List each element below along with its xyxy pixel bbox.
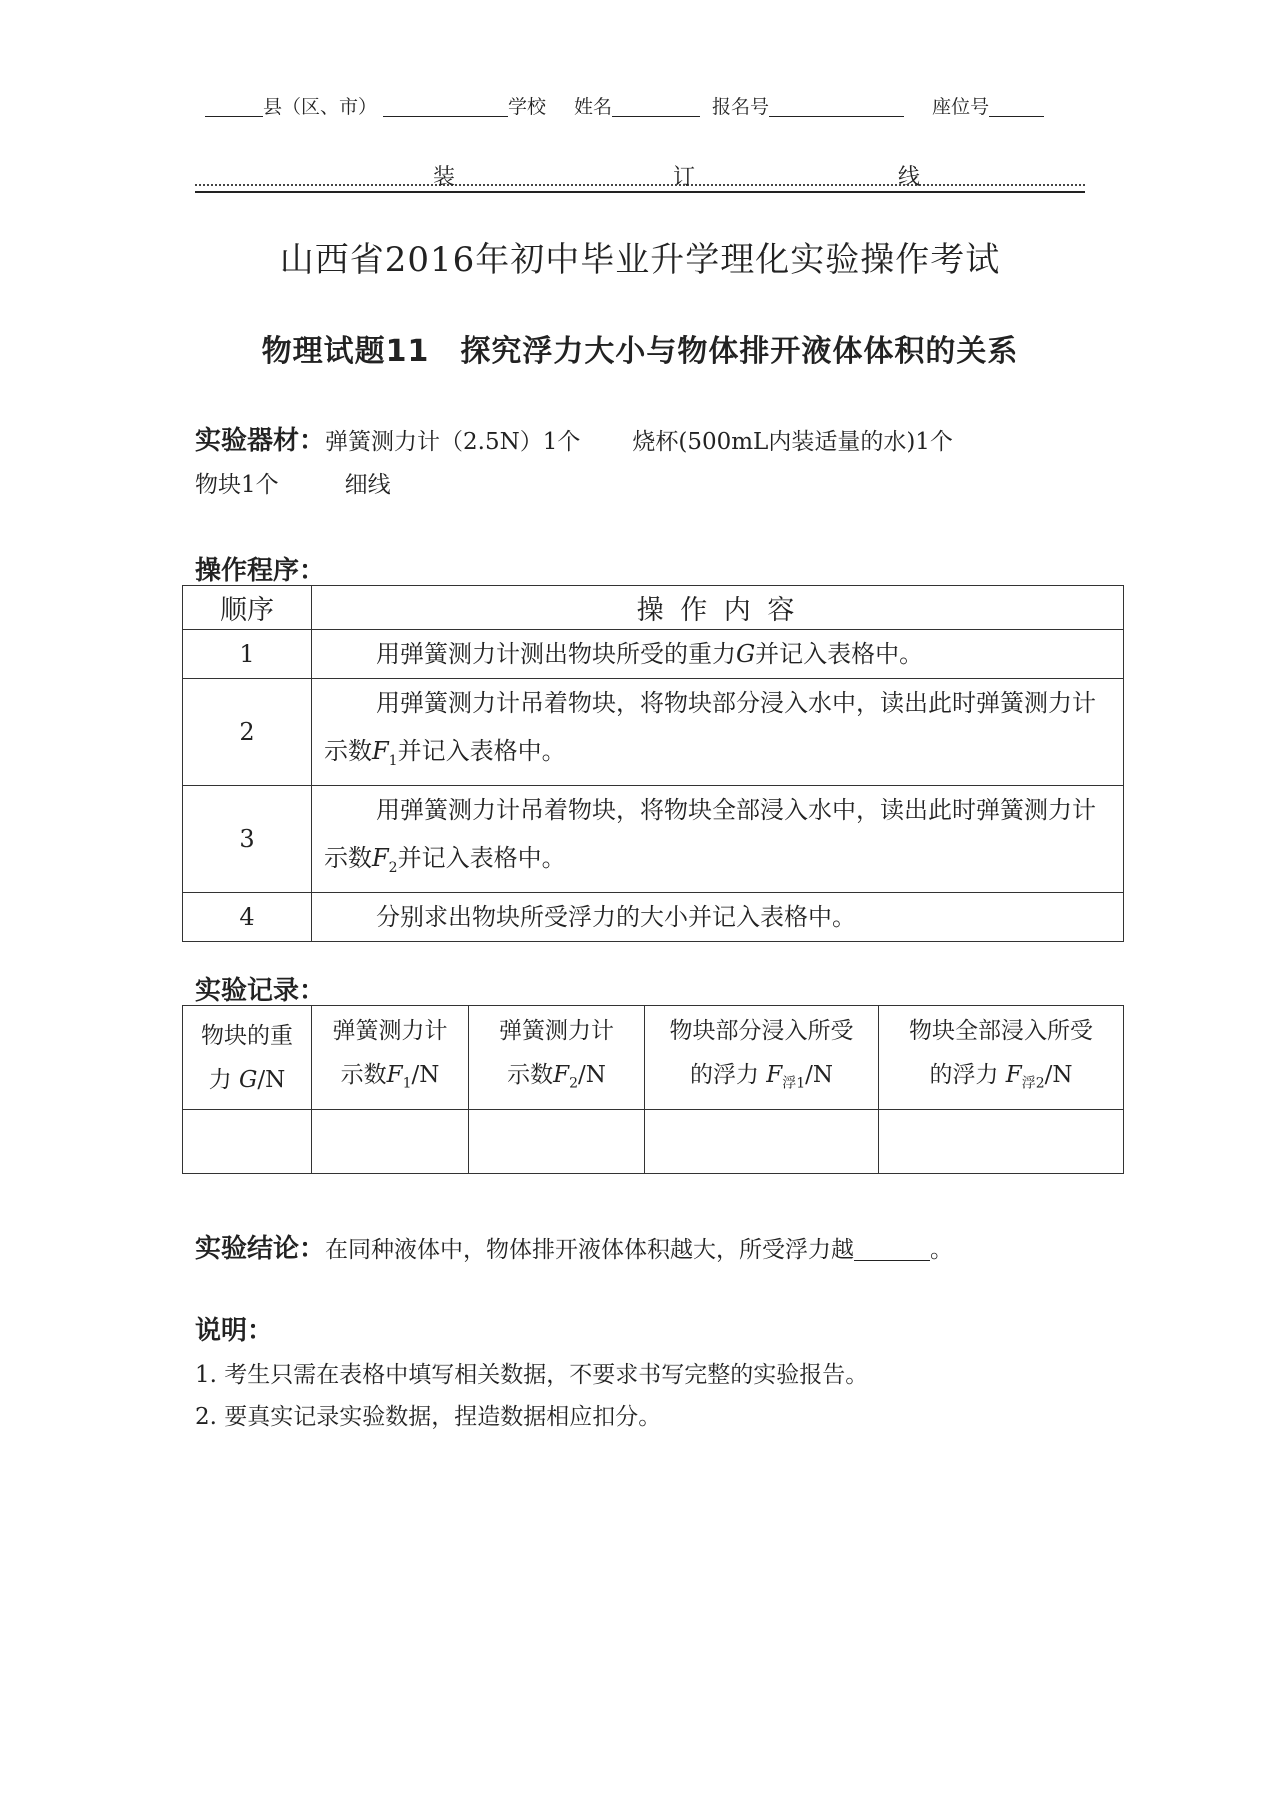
record-data-row	[183, 1110, 1124, 1174]
subscript: 1	[402, 1075, 412, 1092]
col-order-header: 顺序	[183, 586, 312, 630]
record-table	[182, 1005, 1124, 1174]
notes-label: 说明：	[195, 1316, 274, 1346]
header-text: 物块部分浸入所受	[669, 1018, 854, 1045]
record-cell-buoyancy-full[interactable]	[879, 1110, 1124, 1174]
material-1: 弹簧测力计（2.5N）1个	[325, 429, 581, 455]
binding-char-3: 线	[898, 165, 921, 190]
material-2: 烧杯(500mL内装适量的水)1个	[632, 429, 953, 455]
header-text: 弹簧测力计	[499, 1018, 614, 1045]
material-3: 物块1个	[195, 472, 279, 498]
conclusion-blank[interactable]	[854, 1238, 930, 1261]
page-title: 山西省2016年初中毕业升学理化实验操作考试	[279, 240, 1001, 280]
step-text: 用弹簧测力计吊着物块，将物块全部浸入水中，读出此时弹簧测力计示数	[324, 795, 1096, 872]
subscript: 浮1	[782, 1075, 806, 1092]
procedure-row	[183, 630, 1124, 679]
candidate-info-line	[205, 92, 1065, 119]
record-col-f1	[312, 1006, 469, 1110]
record-col-buoyancy-full	[879, 1006, 1124, 1110]
unit: /N	[1044, 1062, 1073, 1089]
symbol-f: F	[372, 737, 389, 765]
unit: /N	[805, 1062, 834, 1089]
step-text: 用弹簧测力计测出物块所受的重力	[376, 640, 736, 668]
procedure-row-number: 4	[183, 892, 312, 941]
header-text: 示数	[507, 1062, 554, 1089]
header-text: 物块的重	[201, 1022, 293, 1049]
solid-line	[195, 191, 1085, 193]
symbol-g: G	[239, 1066, 258, 1093]
header-text: 力	[208, 1066, 232, 1093]
header-text: 示数	[340, 1062, 387, 1089]
step-text-end: 并记入表格中。	[755, 640, 924, 668]
procedure-row-number: 2	[183, 679, 312, 786]
procedure-row-content	[312, 679, 1124, 786]
seat-blank[interactable]	[989, 96, 1044, 117]
seat-label: 座位号	[932, 96, 990, 118]
symbol-f: F	[372, 843, 389, 872]
binding-line	[195, 160, 1085, 192]
procedure-table	[182, 585, 1124, 942]
subscript: 2	[569, 1075, 578, 1092]
reg-blank[interactable]	[769, 96, 904, 117]
record-cell-f1[interactable]	[312, 1110, 469, 1174]
unit: /N	[578, 1062, 606, 1089]
school-label: 学校	[508, 96, 547, 118]
procedure-row-number: 1	[183, 630, 312, 679]
record-col-buoyancy-partial	[645, 1006, 879, 1110]
record-col-weight	[183, 1006, 312, 1110]
material-4: 细线	[344, 472, 391, 498]
note-2: 2. 要真实记录实验数据，捏造数据相应扣分。	[195, 1404, 662, 1430]
procedure-header-row	[183, 586, 1124, 630]
record-cell-weight[interactable]	[183, 1110, 312, 1174]
record-header-row	[183, 1006, 1124, 1110]
step-text-end: 并记入表格中。	[397, 737, 566, 765]
materials-line-2	[195, 466, 391, 499]
note-1: 1. 考生只需在表格中填写相关数据，不要求书写完整的实验报告。	[195, 1362, 869, 1388]
procedure-row-content: 分别求出物块所受浮力的大小并记入表格中。	[312, 892, 1124, 941]
header-text: 弹簧测力计	[332, 1018, 448, 1045]
name-blank[interactable]	[612, 96, 700, 117]
symbol-g: G	[736, 640, 756, 668]
procedure-row	[183, 679, 1124, 786]
col-content-header: 操 作 内 容	[312, 586, 1124, 630]
subscript: 2	[388, 859, 398, 876]
record-cell-buoyancy-partial[interactable]	[645, 1110, 879, 1174]
symbol-f: F	[553, 1062, 570, 1089]
school-blank[interactable]	[383, 96, 508, 117]
materials-label: 实验器材：	[195, 426, 326, 456]
conclusion-end: 。	[930, 1237, 954, 1263]
header-text: 的浮力	[929, 1062, 999, 1089]
binding-char-1: 装	[433, 165, 456, 190]
county-blank[interactable]	[205, 96, 263, 117]
record-cell-f2[interactable]	[469, 1110, 645, 1174]
record-label: 实验记录：	[195, 976, 326, 1006]
procedure-row-content	[312, 785, 1124, 892]
symbol-f: F	[1005, 1062, 1022, 1089]
procedure-label: 操作程序：	[195, 556, 326, 586]
conclusion-label: 实验结论：	[195, 1234, 326, 1264]
name-label: 姓名	[574, 96, 613, 118]
step-text: 用弹簧测力计吊着物块，将物块部分浸入水中，读出此时弹簧测力计示数	[324, 689, 1096, 765]
unit: /N	[411, 1062, 440, 1089]
unit: /N	[257, 1066, 286, 1093]
subscript: 浮2	[1021, 1075, 1045, 1092]
step-text-end: 并记入表格中。	[397, 843, 566, 872]
materials-line-1	[195, 420, 953, 457]
subscript: 1	[388, 752, 398, 769]
conclusion-line	[195, 1228, 953, 1265]
conclusion-text: 在同种液体中，物体排开液体体积越大，所受浮力越	[325, 1237, 855, 1263]
procedure-row	[183, 892, 1124, 941]
header-text: 物块全部浸入所受	[909, 1018, 1093, 1045]
procedure-row-content	[312, 630, 1124, 679]
symbol-f: F	[766, 1062, 783, 1089]
procedure-row	[183, 785, 1124, 892]
header-text: 的浮力	[689, 1062, 759, 1089]
dotted-line	[195, 184, 1085, 186]
binding-char-2: 订	[673, 165, 696, 190]
procedure-row-number: 3	[183, 785, 312, 892]
reg-label: 报名号	[712, 96, 770, 118]
page-subtitle: 物理试题11 探究浮力大小与物体排开液体体积的关系	[261, 334, 1019, 369]
county-label: 县（区、市）	[263, 96, 378, 118]
record-col-f2	[469, 1006, 645, 1110]
symbol-f: F	[386, 1062, 403, 1089]
